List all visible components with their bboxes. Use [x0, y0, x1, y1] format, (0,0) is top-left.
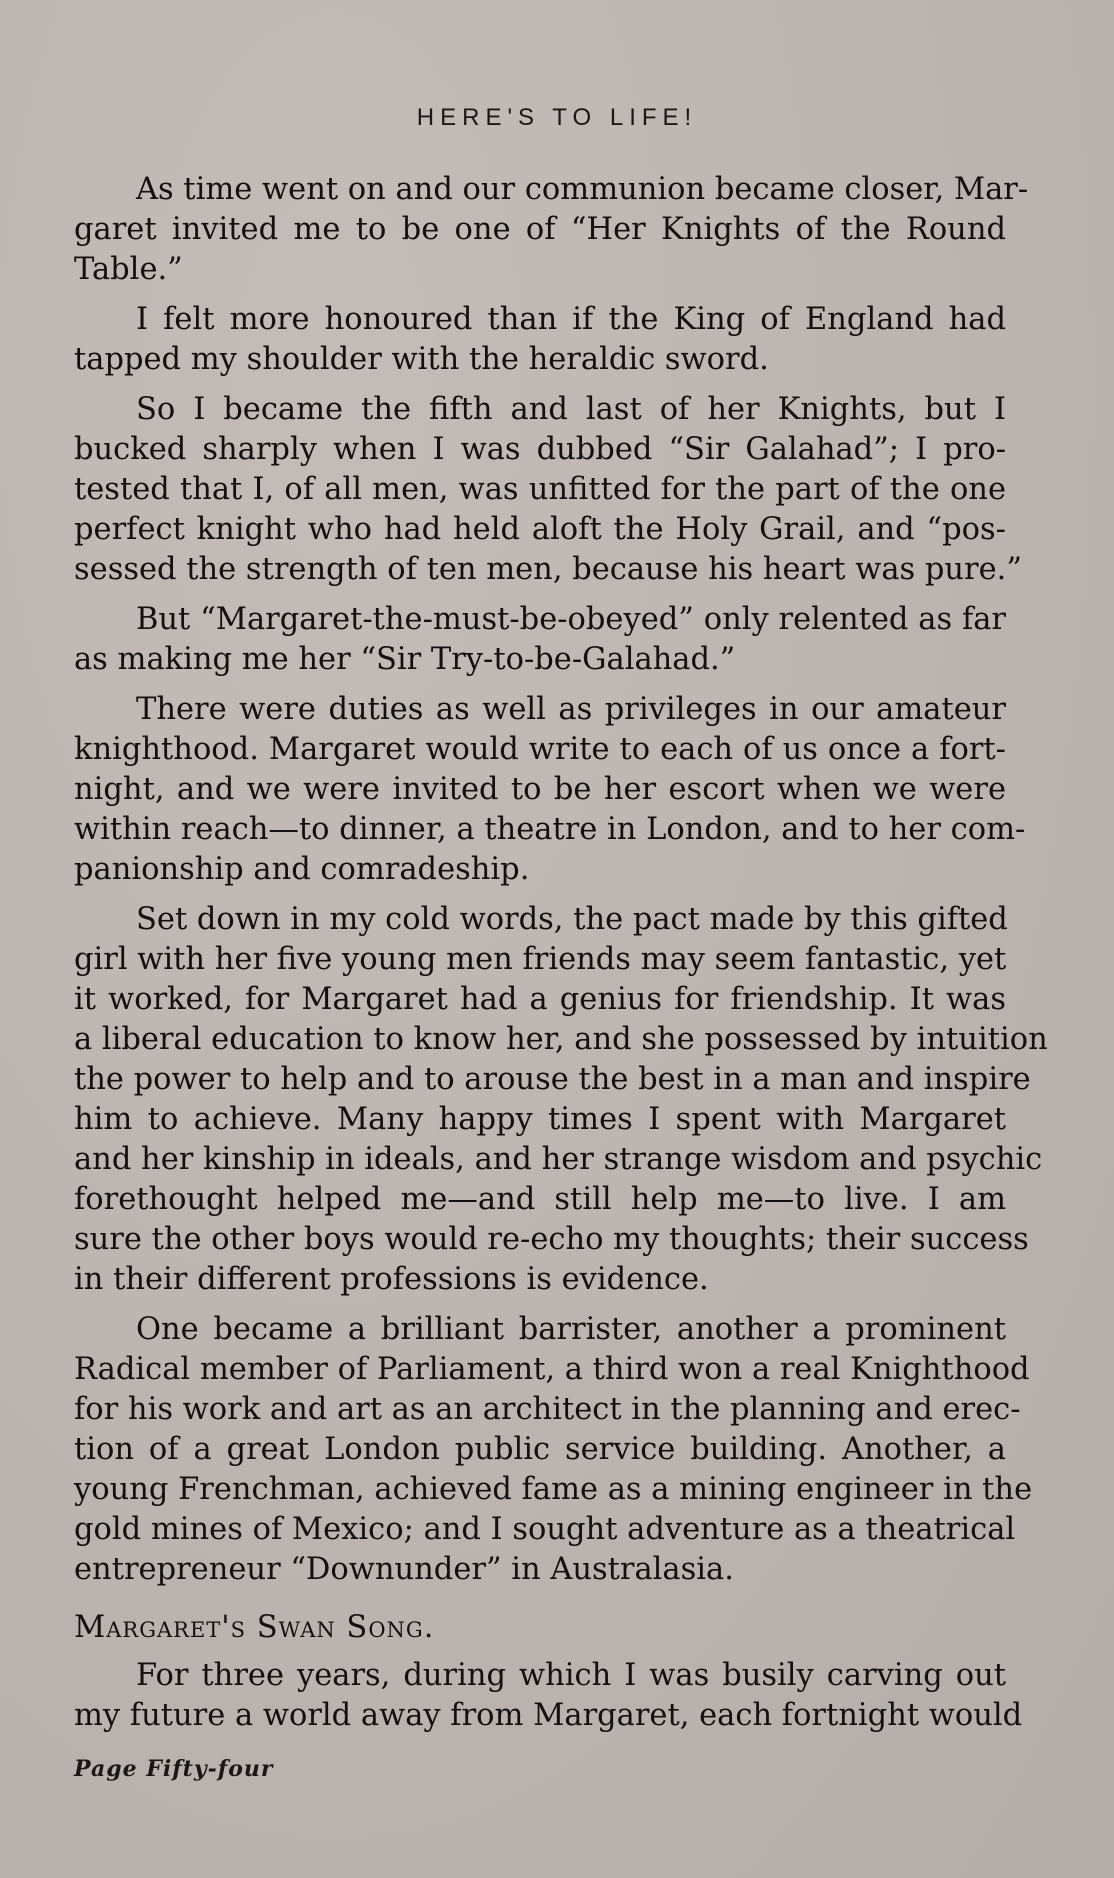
- text-line: As time went on and our communion became closer, Mar-: [136, 172, 1029, 207]
- text-line: in their different professions is evidence.: [74, 1262, 709, 1297]
- paragraph: [74, 690, 1026, 890]
- text-line: sessed the strength of ten men, because his heart was pure.”: [74, 552, 1022, 587]
- text-line: it worked, for Margaret had a genius for friendship. It was: [74, 982, 1006, 1017]
- paragraph: [74, 170, 1029, 290]
- paragraph-gap: [74, 590, 1006, 600]
- section-heading: Margaret's Swan Song.: [74, 1610, 435, 1645]
- text-line: sure the other boys would re-echo my thoughts; their success: [74, 1222, 1029, 1257]
- text-line: forethought helped me—and still help me—to live. I am: [74, 1182, 1006, 1217]
- text-line: Radical member of Parliament, a third won a real Knighthood: [74, 1352, 1030, 1387]
- text-line: knighthood. Margaret would write to each of us once a fort-: [74, 732, 1006, 767]
- text-line: But “Margaret-the-must-be-obeyed” only relented as far: [136, 602, 1006, 637]
- paragraph-gap: [74, 680, 1006, 690]
- text-line: my future a world away from Margaret, each fortnight would: [74, 1698, 1023, 1733]
- paragraph: [74, 1310, 1033, 1590]
- text-line: For three years, during which I was busily carving out: [136, 1658, 1006, 1693]
- paragraph-gap: [74, 290, 1006, 300]
- page-number: Page Fifty-four: [74, 1756, 274, 1782]
- text-line: So I became the fifth and last of her Knights, but I: [136, 392, 1006, 427]
- text-line: Set down in my cold words, the pact made by this gifted: [136, 902, 1008, 937]
- text-line: young Frenchman, achieved fame as a mining engineer in the: [74, 1472, 1033, 1507]
- text-line: Table.”: [74, 252, 183, 287]
- paragraph-gap: [74, 380, 1006, 390]
- text-line: tested that I, of all men, was unfitted for the part of the one: [74, 472, 1006, 507]
- paragraph: [74, 900, 1048, 1300]
- paragraph: [74, 600, 1006, 680]
- text-line: bucked sharply when I was dubbed “Sir Galahad”; I pro-: [74, 432, 1006, 467]
- text-line: I felt more honoured than if the King of England had: [136, 302, 1006, 337]
- body-text: [74, 170, 1048, 1736]
- paragraph: [74, 1656, 1023, 1736]
- paragraph: [74, 390, 1022, 590]
- text-line: as making me her “Sir Try-to-be-Galahad.”: [74, 642, 736, 677]
- paragraphs: [74, 170, 1048, 1590]
- text-line: tapped my shoulder with the heraldic sword.: [74, 342, 769, 377]
- text-line: for his work and art as an architect in the planning and erec-: [74, 1392, 1021, 1427]
- text-line: night, and we were invited to be her escort when we were: [74, 772, 1006, 807]
- text-line: the power to help and to arouse the best in a man and inspire: [74, 1062, 1031, 1097]
- running-head: HERE'S TO LIFE!: [416, 104, 698, 131]
- paragraph-gap: [74, 1300, 1006, 1310]
- text-line: garet invited me to be one of “Her Knights of the Round: [74, 212, 1006, 247]
- text-line: panionship and comradeship.: [74, 852, 530, 887]
- text-line: a liberal education to know her, and she possessed by intuition: [74, 1022, 1048, 1057]
- text-line: There were duties as well as privileges in our amateur: [136, 692, 1006, 727]
- text-line: perfect knight who had held aloft the Holy Grail, and “pos-: [74, 512, 1006, 547]
- final-paragraph: [74, 1656, 1023, 1736]
- text-line: gold mines of Mexico; and I sought adventure as a theatrical: [74, 1512, 1016, 1547]
- text-line: tion of a great London public service building. Another, a: [74, 1432, 1006, 1467]
- paragraph-gap: [74, 890, 1006, 900]
- text-line: and her kinship in ideals, and her strange wisdom and psychic: [74, 1142, 1043, 1177]
- text-line: within reach—to dinner, a theatre in London, and to her com-: [74, 812, 1026, 847]
- text-line: him to achieve. Many happy times I spent with Margaret: [74, 1102, 1006, 1137]
- text-line: girl with her five young men friends may seem fantastic, yet: [74, 942, 1007, 977]
- text-line: One became a brilliant barrister, another a prominent: [136, 1312, 1006, 1347]
- paragraph: [74, 300, 1006, 380]
- text-line: entrepreneur “Downunder” in Australasia.: [74, 1552, 734, 1587]
